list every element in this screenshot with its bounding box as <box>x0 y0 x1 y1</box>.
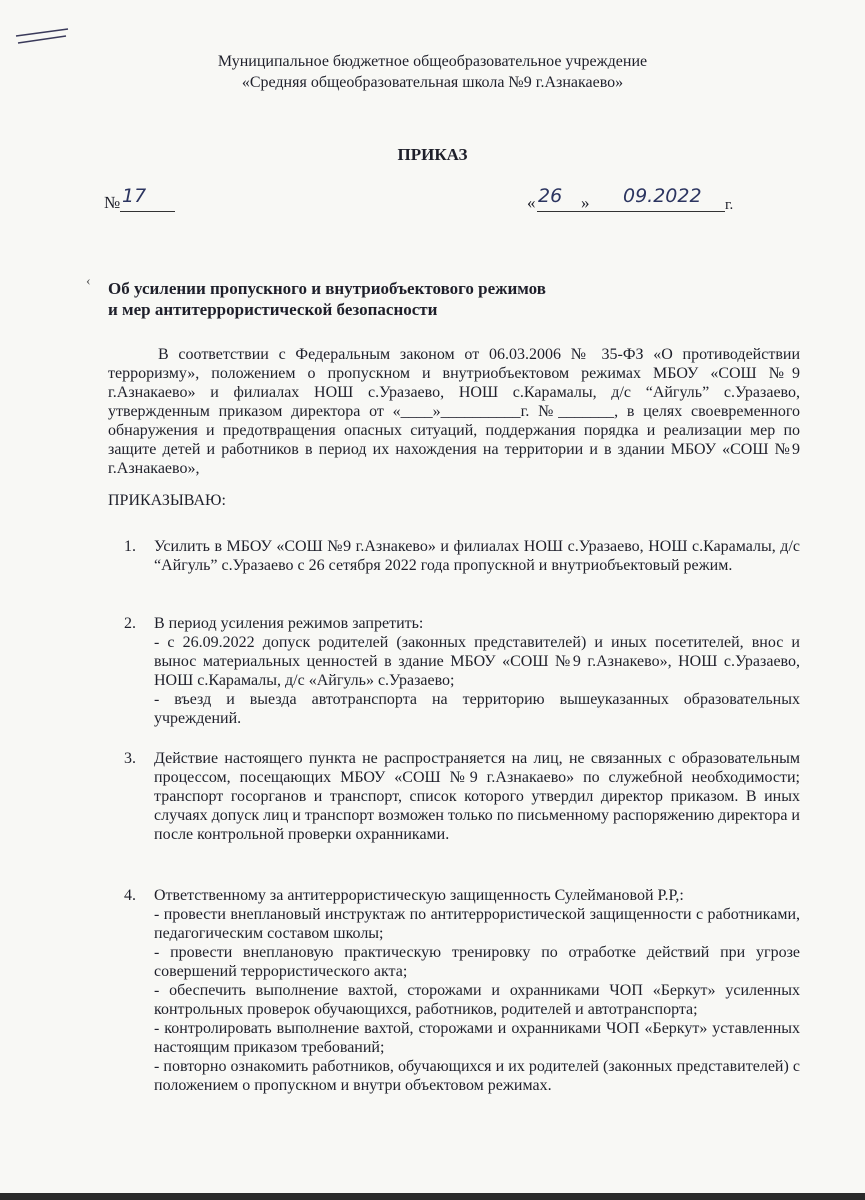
subject-line1: Об усилении пропускного и внутриобъектового режимов <box>108 279 546 298</box>
item-text: - обеспечить выполнение вахтой, сторожами и охранниками ЧОП «Беркут» усиленных контрольных проверок обучающихся, работников, родителей и автотранспорта; <box>154 982 800 1018</box>
list-item <box>124 886 800 1095</box>
item-text: Усилить в МБОУ «СОШ №9 г.Азнакево» и филиалах НОШ с.Уразаево, НОШ с.Карамалы, д/с “Айгуль” с.Уразаево с 26 сетября 2022 года пропускной и внутриобъектовый режим. <box>154 538 800 574</box>
item-text: - провести внеплановую практическую тренировку по отработке действий при угрозе совершений террористического акта; <box>154 944 800 980</box>
scan-edge <box>0 1193 865 1200</box>
item-text: - повторно ознакомить работников, обучающихся и их родителей (законных представителей) с положением о пропускном и внутри объектовом режимах. <box>154 1058 800 1094</box>
date-quote-open: « <box>527 193 536 212</box>
year-suffix: г. <box>725 197 734 213</box>
item-number: 3. <box>124 750 136 767</box>
item-text: Действие настоящего пункта не распространяется на лиц, не связанных с образовательным процессом, посещающих МБОУ «СОШ №9 г.Азнакаево» по служебной необходимости; транспорт госорганов и транспорт, список которого утвердил директор приказом. В иных случаях допуск лиц и транспорт возможен только по письменному распоряжению директора и после контрольной проверки охранниками. <box>154 750 800 843</box>
item-text: - въезд и выезда автотранспорта на территорию вышеуказанных образовательных учреждений. <box>154 691 800 727</box>
item-number: 4. <box>124 887 136 904</box>
item-text: - провести внеплановый инструктаж по антитеррористической защищенности с работниками, педагогическим составом школы; <box>154 906 800 942</box>
handwritten-mark <box>14 26 70 46</box>
order-subject <box>108 278 608 320</box>
list-item <box>124 537 800 575</box>
order-date-month-year: 09.2022 <box>623 185 702 207</box>
item-text: - контролировать выполнение вахтой, сторожами и охранниками ЧОП «Беркут» уставленных настоящим приказом требований; <box>154 1020 800 1056</box>
org-name-line2: «Средняя общеобразовательная школа №9 г.Азнакаево» <box>241 74 624 91</box>
margin-mark: ‹ <box>86 274 91 289</box>
order-date-day: 26 <box>538 185 563 207</box>
date-quote-close: » <box>581 193 590 212</box>
list-item <box>124 614 800 728</box>
item-number: 1. <box>124 538 136 555</box>
subject-line2: и мер антитеррористической безопасности <box>108 300 438 319</box>
date-underline <box>537 211 725 212</box>
order-number: 17 <box>122 185 147 207</box>
item-text: Ответственному за антитеррористическую защищенность Сулеймановой Р.Р,: <box>154 887 684 904</box>
number-underline <box>120 211 175 212</box>
item-text: - с 26.09.2022 допуск родителей (законных представителей) и иных посетителей, внос и вынос материальных ценностей в здание МБОУ «СОШ №9 г.Азнакево», НОШ с.Уразаево, НОШ с.Карамалы, д/с «Айгуль» с.Уразаево; <box>154 634 800 689</box>
org-name-line1: Муниципальное бюджетное общеобразовательное учреждение <box>217 53 648 70</box>
document-title: ПРИКАЗ <box>397 145 468 164</box>
order-number-label: № <box>104 193 121 212</box>
item-number: 2. <box>124 615 136 632</box>
item-text: В период усиления режимов запретить: <box>154 615 424 632</box>
list-item <box>124 749 800 844</box>
command-word: ПРИКАЗЫВАЮ: <box>108 492 226 509</box>
preamble-paragraph: В соответствии с Федеральным законом от 06.03.2006 № 35-ФЗ «О противодействии терроризму», положением о пропускном и внутриобъектовом режимах МБОУ «СОШ №9 г.Азнакаево» и филиалах НОШ с.Уразаево, НОШ с.Карамалы, д/с “Айгуль” с.Уразаево, утвержденным приказом директора от «____»__________г. №_______, в целях своевременного обнаружения и предотвращения опасных ситуаций, поддержания порядка и реализации мер по защите детей и работников в период их нахождения на территории и в здании МБОУ «СОШ №9 г.Азнакаево», <box>108 346 800 477</box>
